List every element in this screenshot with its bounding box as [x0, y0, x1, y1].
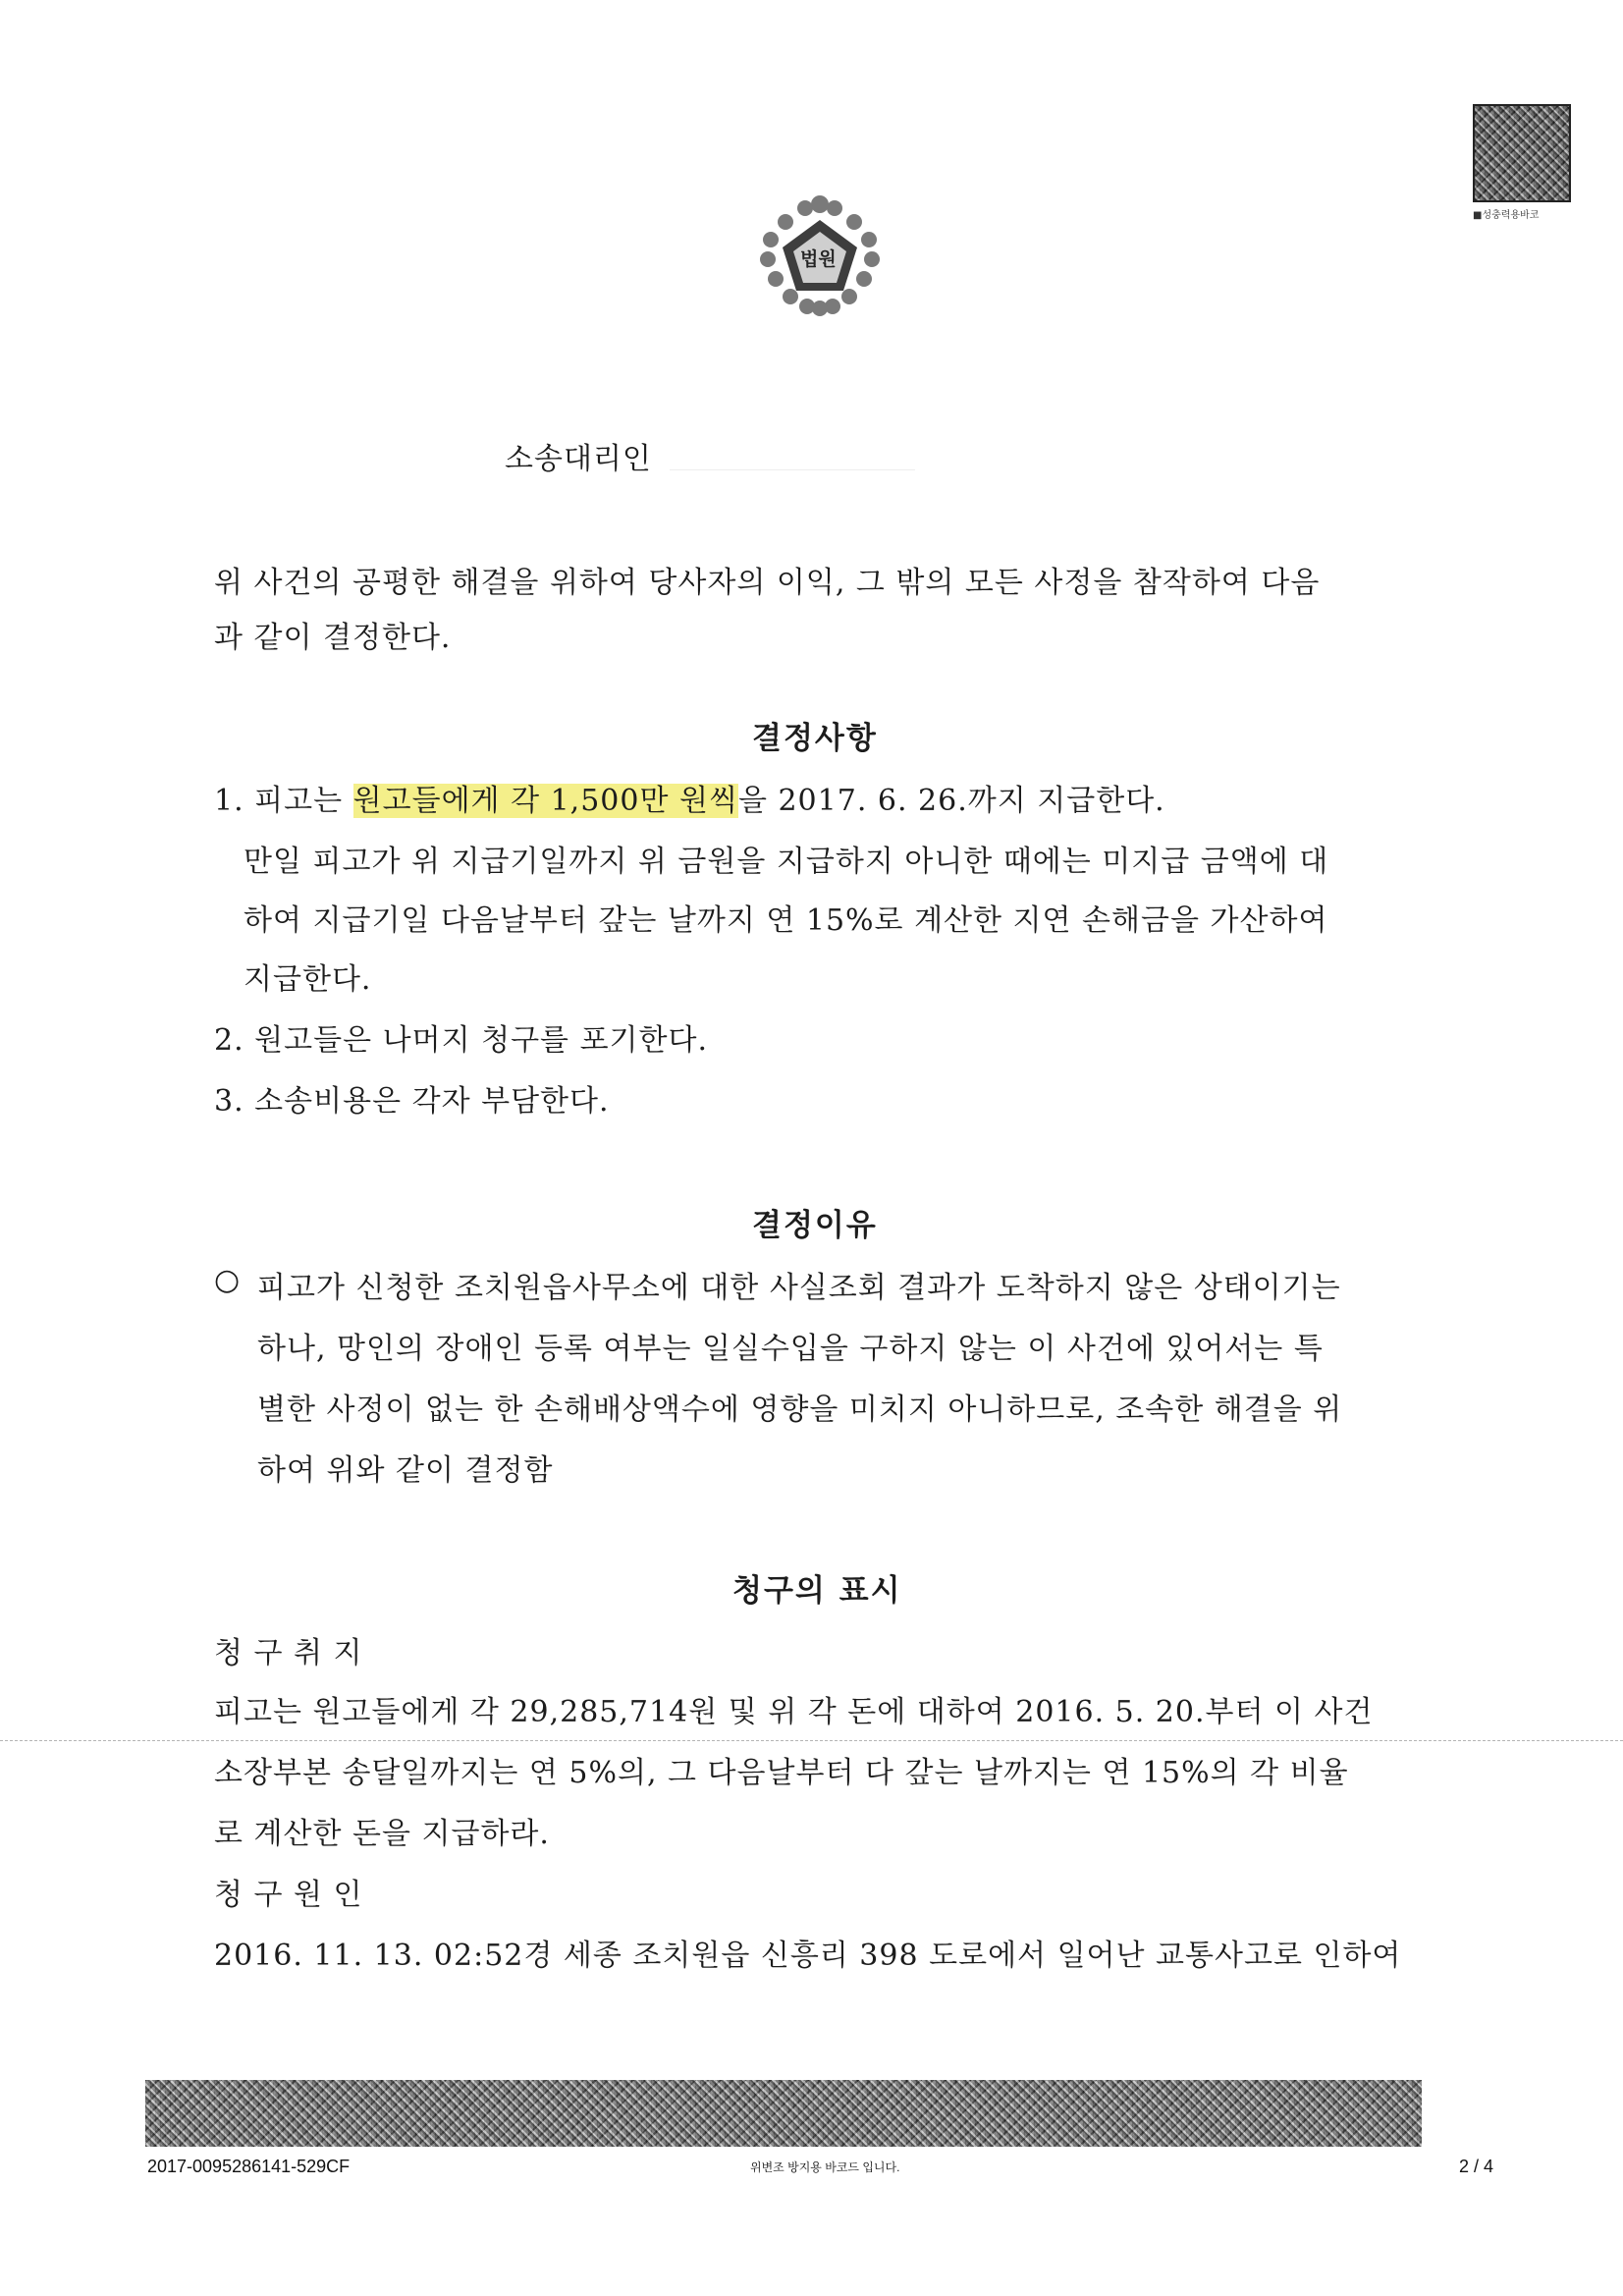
claim-heading: 청구의 표시 [732, 1573, 902, 1609]
court-seal [746, 192, 893, 320]
reasons-bullet: ○ [214, 1263, 242, 1297]
claim-cause-label: 청 구 원 인 [214, 1878, 363, 1912]
anti-forgery-barcode [145, 2080, 1422, 2147]
decision-item-1-line-3: 하여 지급기일 다음날부터 갚는 날까지 연 15%로 계산한 지연 손해금을 가산하여 [243, 903, 1328, 938]
decision-item-2: 2. 원고들은 나머지 청구를 포기한다. [214, 1023, 709, 1058]
claim-purpose-line-2: 소장부본 송달일까지는 연 5%의, 그 다음날부터 다 갚는 날까지는 연 15%의 각 비율 [214, 1756, 1349, 1790]
fold-line [0, 1740, 1623, 1741]
claim-purpose-label: 청 구 취 지 [214, 1636, 363, 1670]
barcode-caption: ■성충력용바코 [1473, 210, 1540, 221]
decision-heading: 결정사항 [752, 721, 878, 756]
decision-item-3: 3. 소송비용은 각자 부담한다. [214, 1084, 610, 1119]
agent-label: 소송대리인 [505, 442, 652, 476]
reasons-line-4: 하여 위와 같이 결정함 [257, 1453, 554, 1488]
redacted-agent-name [670, 469, 915, 470]
decision-item-1-line-4: 지급한다. [243, 962, 372, 997]
reasons-line-2: 하나, 망인의 장애인 등록 여부는 일실수입을 구하지 않는 이 사건에 있어서는 특 [257, 1332, 1324, 1366]
decision-item-1-suffix: 을 2017. 6. 26.까지 지급한다. [737, 784, 1165, 818]
reasons-line-1: 피고가 신청한 조치원읍사무소에 대한 사실조회 결과가 도착하지 않은 상태이기는 [257, 1271, 1341, 1305]
decision-item-1 [214, 776, 1165, 819]
decision-item-1-line-2: 만일 피고가 위 지급기일까지 위 금원을 지급하지 아니한 때에는 미지급 금액에 대 [243, 845, 1329, 879]
top-right-barcode [1473, 104, 1571, 221]
claim-cause-line-1: 2016. 11. 13. 02:52경 세종 조치원읍 신흥리 398 도로에서 일어난 교통사고로 인하여 [214, 1939, 1402, 1973]
intro-line-1: 위 사건의 공평한 해결을 위하여 당사자의 이익, 그 밖의 모든 사정을 참작하여 다음 [214, 566, 1321, 600]
reasons-line-3: 별한 사정이 없는 한 손해배상액수에 영향을 미치지 아니하므로, 조속한 해결을 위 [257, 1393, 1343, 1427]
barcode-notice: 위변조 방지용 바코드 입니다. [750, 2160, 900, 2174]
qr-code-icon [1473, 104, 1571, 202]
document-number: 2017-0095286141-529CF [147, 2157, 351, 2176]
page-number: 2 / 4 [1459, 2157, 1494, 2176]
decision-item-1-prefix: 1. 피고는 [214, 784, 353, 818]
reasons-heading: 결정이유 [752, 1208, 878, 1243]
court-seal-text: 법원 [800, 248, 837, 270]
claim-purpose-line-3: 로 계산한 돈을 지급하라. [214, 1817, 550, 1851]
highlighted-amount: 원고들에게 각 1,500만 원씩 [352, 784, 738, 818]
intro-line-2: 과 같이 결정한다. [214, 621, 452, 655]
claim-purpose-line-1: 피고는 원고들에게 각 29,285,714원 및 위 각 돈에 대하여 2016. 5. 20.부터 이 사건 [214, 1695, 1374, 1729]
